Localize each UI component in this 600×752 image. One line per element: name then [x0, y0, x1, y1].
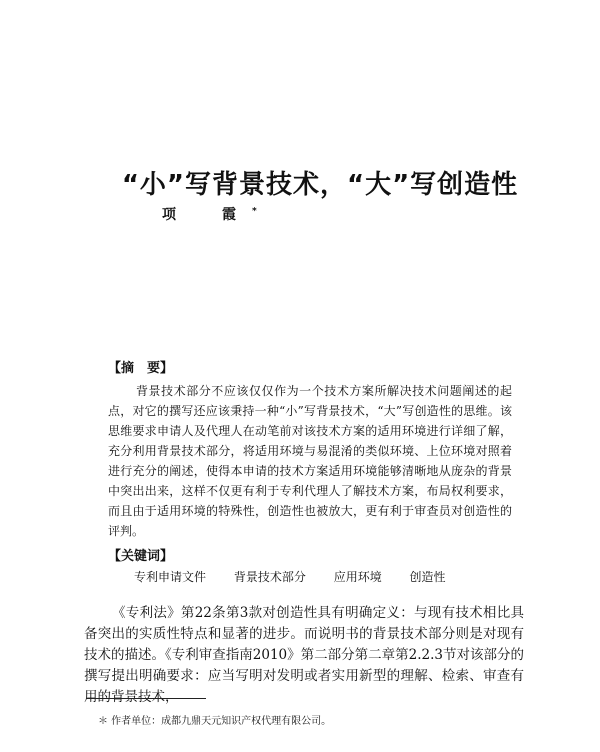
article-title: “小”写背景技术，“大”写创造性 [121, 170, 519, 200]
keywords-list [134, 568, 460, 585]
footnote-divider [86, 698, 206, 699]
body-paragraph: 《专利法》第22条第3款对创造性具有明确定义：与现有技术相比具备突出的实质性特点和显著的进步。而说明书的背景技术部分则是对现有技术的描述。《专利审查指南2010》第二部分第二章第2.2.3节对该部分的撰写提出明确要求：应当写明对发明或者实用新型的理解、检索、审查有用的背景技术， [84, 605, 524, 705]
keyword-item: 专利申请文件 [134, 570, 207, 584]
keyword-item: 背景技术部分 [233, 570, 306, 584]
keywords-label: 【关键词】 [108, 549, 174, 564]
abstract-label: 【摘 要】 [108, 361, 174, 376]
author-footnote-mark: * [252, 206, 257, 217]
author-name-text: 项 霞 [162, 207, 252, 223]
abstract-text: 背景技术部分不应该仅仅作为一个技术方案所解决技术问题阐述的起点，对它的撰写还应该秉持一种“小”写背景技术，“大”写创造性的思维。该思维要求申请人及代理人在动笔前对该技术方案的适用环境进行详细了解，充分利用背景技术部分，将适用环境与易混淆的类似环境、上位环境对照着进行充分的阐述，使得本申请的技术方案适用环境能够清晰地从庞杂的背景中突出出来，这样不仅更有利于专利代理人了解技术方案，布局权利要求，而且由于适用环境的特殊性，创造性也被放大，更有利于审查员对创造性的评判。 [108, 384, 512, 538]
footnote: ＊ 作者单位：成都九鼎天元知识产权代理有限公司。 [98, 716, 332, 727]
author-name [162, 204, 257, 224]
keyword-item: 创造性 [409, 570, 446, 584]
keyword-item: 应用环境 [333, 570, 382, 584]
